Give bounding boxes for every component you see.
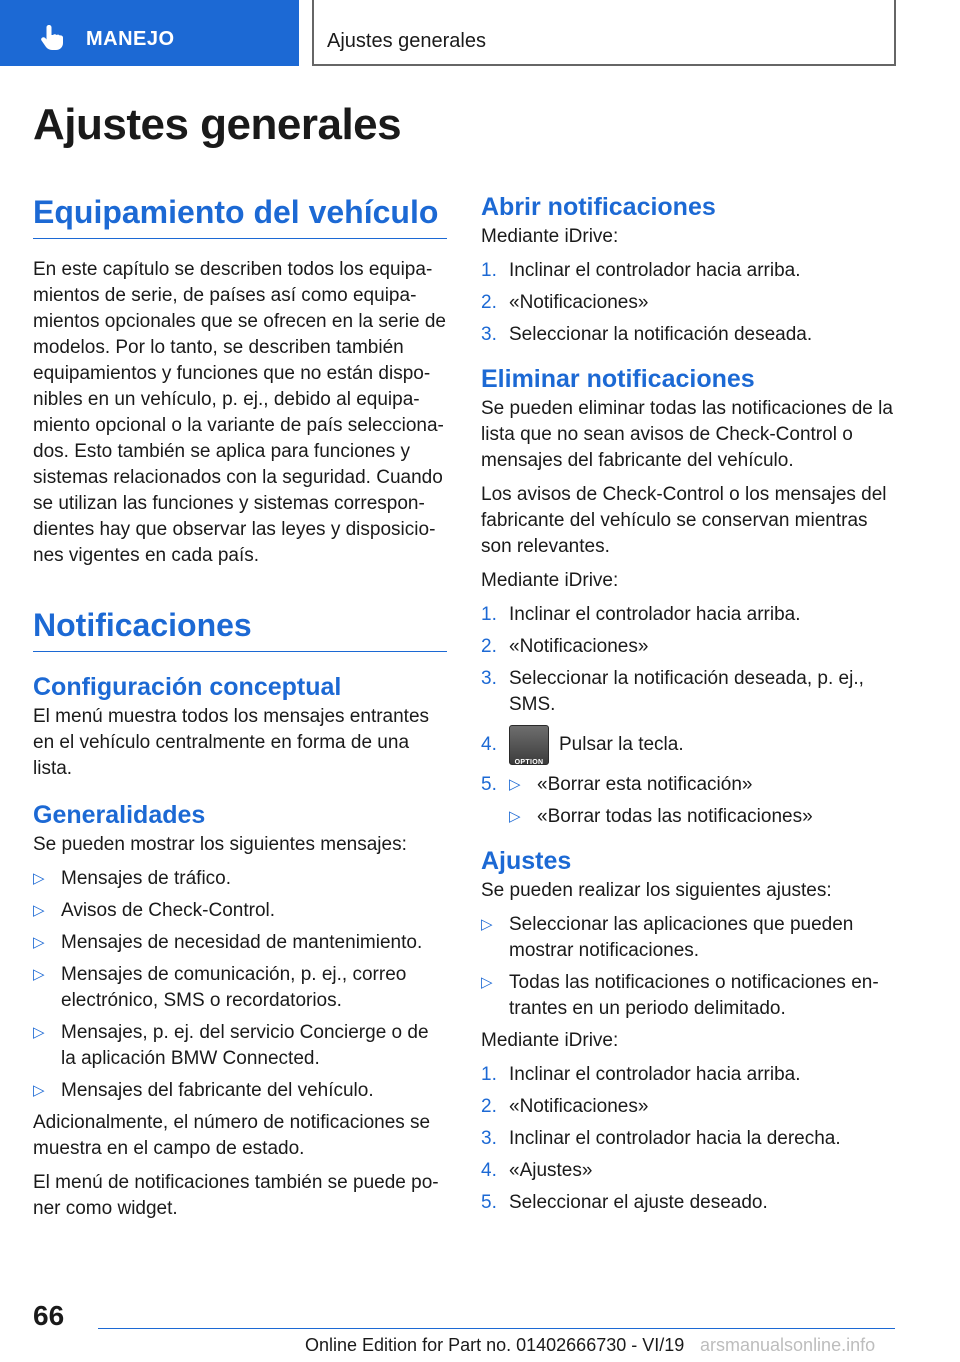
list-item: ▷ Todas las notificaciones o notificaciones entrantes en un periodo delimitado. xyxy=(481,972,879,1019)
eliminar-options-list xyxy=(509,772,893,830)
generalidades-text-1: Adicionalmente, el número de notificaciones se muestra en el campo de estado. xyxy=(33,1112,431,1159)
step-item: 1. Inclinar el controlador hacia arriba. xyxy=(481,1064,801,1085)
step-item: 5. ▷ «Borrar esta notificación» ▷ «Borrar todas las notificaciones» xyxy=(481,772,893,830)
breadcrumb xyxy=(312,0,896,66)
page-header xyxy=(0,0,960,66)
generalidades-intro: Se pueden mostrar los siguientes mensajes: xyxy=(33,834,407,855)
step-item: 1. Inclinar el controlador hacia arriba. xyxy=(481,260,801,281)
triangle-bullet-icon: ▷ xyxy=(33,934,45,951)
eliminar-text-2: Los avisos de Check-Control o los mensajes del fabricante del vehículo se conservan mientras son relevantes. xyxy=(481,484,887,557)
heading-configuracion: Configuración conceptual xyxy=(33,673,342,701)
triangle-bullet-icon: ▷ xyxy=(509,808,521,825)
eliminar-text-1: Se pueden eliminar todas las notificaciones de la lista que no sean avisos de Check-Control o mensajes del fabricante del vehículo. xyxy=(481,398,893,471)
ajustes-via: Mediante iDrive: xyxy=(481,1030,619,1051)
triangle-bullet-icon: ▷ xyxy=(33,870,45,887)
step-item: 2. «Notificaciones» xyxy=(481,1096,649,1117)
step-item: 2. «Notificaciones» xyxy=(481,292,649,313)
step-item: 5. Seleccionar el ajuste deseado. xyxy=(481,1192,768,1213)
triangle-bullet-icon: ▷ xyxy=(33,1082,45,1099)
section-tab xyxy=(0,0,299,66)
list-item: ▷ Avisos de Check-Control. xyxy=(33,898,447,924)
heading-equipamiento: Equipamiento del vehículo xyxy=(33,190,447,239)
step-item: 4. OPTION Pulsar la tecla. xyxy=(481,724,893,766)
footer-watermark: arsmanualsonline.info xyxy=(700,1335,876,1355)
ajustes-steps xyxy=(481,1062,893,1216)
list-item: ▷ Seleccionar las aplicaciones que pueden mostrar notificaciones. xyxy=(481,914,854,961)
page-number: 66 xyxy=(33,1300,65,1331)
heading-abrir-notificaciones: Abrir notificaciones xyxy=(481,193,716,221)
ajustes-intro: Se pueden realizar los siguientes ajustes: xyxy=(481,880,832,901)
list-item: ▷ Mensajes del fabricante del vehículo. xyxy=(33,1078,447,1104)
heading-generalidades: Generalidades xyxy=(33,801,206,829)
triangle-bullet-icon: ▷ xyxy=(481,974,493,991)
step-item: 2. «Notificaciones» xyxy=(481,636,649,657)
step-item: 3. Seleccionar la notificación deseada, p. ej., SMS. xyxy=(481,668,864,715)
list-item: ▷ «Borrar todas las notificaciones» xyxy=(509,804,893,830)
step-item: 3. Seleccionar la notificación deseada. xyxy=(481,324,813,345)
generalidades-text-2: El menú de notificaciones también se puede poner como widget. xyxy=(33,1172,439,1219)
step-item: 1. Inclinar el controlador hacia arriba. xyxy=(481,604,801,625)
heading-eliminar-notificaciones: Eliminar notificaciones xyxy=(481,365,755,393)
equipamiento-text: En este capítulo se describen todos los equipamientos de serie, de países así como equipamientos opcionales que se ofrecen en la serie de modelos. Por lo tanto, se describen también equipamientos y funciones que no están disponibles en un vehículo, p. ej., debido al equipamiento opcional o la variante de país seleccionados. Esto también se aplica para funciones y sistemas relacionados con la seguridad. Cuando se utilizan las funciones y sistemas correspondientes hay que observar las leyes y disposiciones vigentes en cada país. xyxy=(33,259,446,566)
list-item: ▷ Mensajes de tráfico. xyxy=(33,866,447,892)
step-item: 4. «Ajustes» xyxy=(481,1160,593,1181)
generalidades-list xyxy=(33,866,447,1104)
eliminar-intro: Mediante iDrive: xyxy=(481,570,619,591)
configuracion-text: El menú muestra todos los mensajes entrantes en el vehículo centralmente en forma de una lista. xyxy=(33,706,430,779)
step-item: 3. Inclinar el controlador hacia la derecha. xyxy=(481,1128,841,1149)
triangle-bullet-icon: ▷ xyxy=(33,902,45,919)
abrir-steps xyxy=(481,258,893,348)
section-tab-label: MANEJO xyxy=(86,28,175,50)
heading-notificaciones: Notificaciones xyxy=(33,603,447,652)
page-title: Ajustes generales xyxy=(33,100,402,149)
triangle-bullet-icon: ▷ xyxy=(481,916,493,933)
option-key-icon: OPTION xyxy=(509,725,549,765)
list-item: ▷ Mensajes de necesidad de mantenimiento. xyxy=(33,930,447,956)
triangle-bullet-icon: ▷ xyxy=(509,776,521,793)
heading-ajustes: Ajustes xyxy=(481,847,572,875)
footer-edition: Online Edition for Part no. 01402666730 - VI/19 xyxy=(305,1335,685,1355)
triangle-bullet-icon: ▷ xyxy=(33,1024,45,1041)
right-column xyxy=(481,190,893,1224)
list-item: ▷ Mensajes, p. ej. del servicio Concierge o de la aplicación BMW Connected. xyxy=(33,1022,429,1069)
left-column xyxy=(33,190,447,1230)
list-item: ▷ Mensajes de comunicación, p. ej., correo electrónico, SMS o recordatorios. xyxy=(33,964,407,1011)
hand-pointer-icon xyxy=(38,22,68,52)
footer-divider xyxy=(98,1328,895,1329)
eliminar-steps xyxy=(481,602,893,830)
breadcrumb-label: Ajustes generales xyxy=(327,30,486,52)
list-item: ▷ «Borrar esta notificación» xyxy=(509,772,893,798)
abrir-intro: Mediante iDrive: xyxy=(481,226,619,247)
ajustes-list xyxy=(481,912,893,1022)
triangle-bullet-icon: ▷ xyxy=(33,966,45,983)
